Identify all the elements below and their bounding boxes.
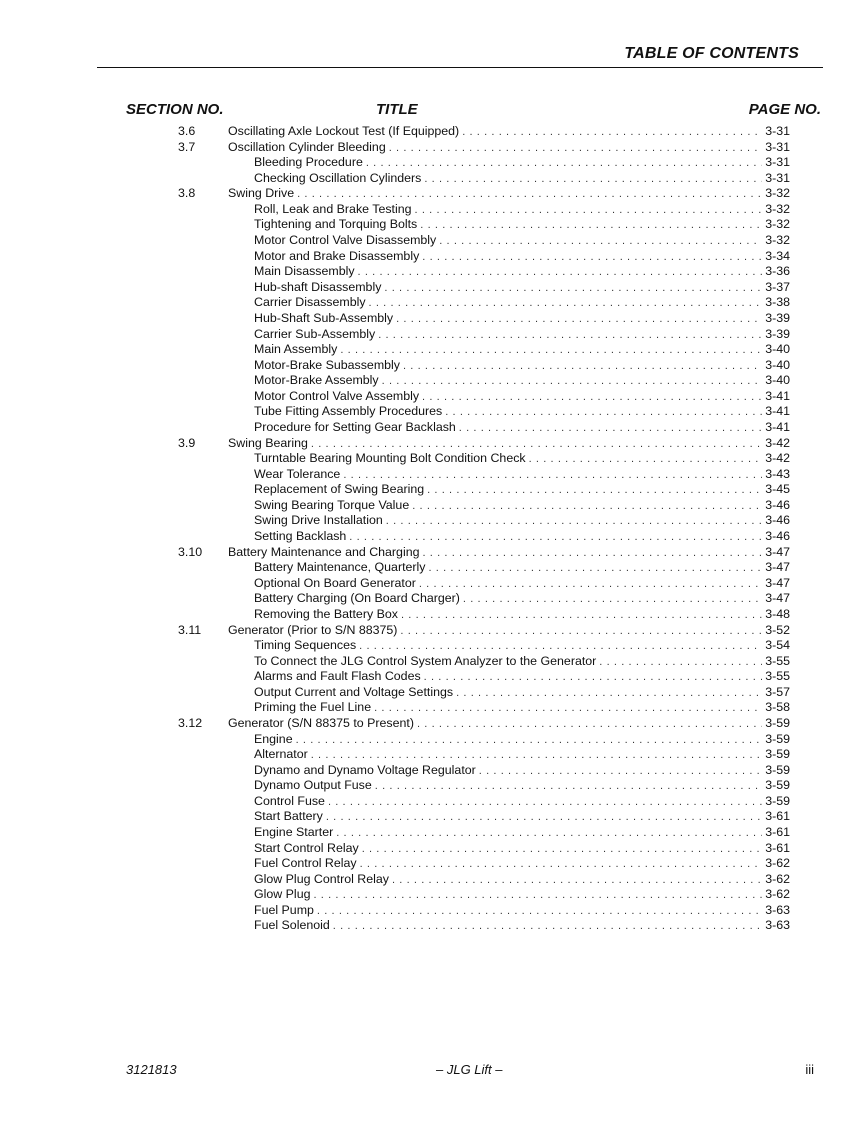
- page-title: TABLE OF CONTENTS: [624, 45, 799, 62]
- entry-page-number[interactable]: 3-55: [765, 669, 790, 684]
- toc-row[interactable]: [0, 233, 866, 249]
- toc-row[interactable]: [0, 794, 866, 810]
- entry-page-number[interactable]: 3-61: [765, 825, 790, 840]
- entry-page-number[interactable]: 3-42: [765, 435, 790, 450]
- toc-row[interactable]: [0, 358, 866, 374]
- toc-row[interactable]: [0, 872, 866, 888]
- dot-leader: [389, 141, 762, 157]
- toc-row[interactable]: [0, 732, 866, 748]
- toc-entry[interactable]: [254, 280, 790, 297]
- dot-leader: [369, 296, 763, 312]
- toc-row[interactable]: [0, 607, 866, 623]
- entry-page-number[interactable]: 3-31: [765, 139, 790, 154]
- dot-leader: [297, 187, 762, 203]
- entry-page-number[interactable]: 3-39: [765, 310, 790, 325]
- toc-entry[interactable]: [254, 295, 790, 312]
- entry-page-number[interactable]: 3-32: [765, 233, 790, 248]
- toc-row[interactable]: [0, 451, 866, 467]
- toc-row[interactable]: [0, 420, 866, 436]
- toc-entry[interactable]: [254, 249, 790, 266]
- toc-entry[interactable]: [254, 654, 790, 671]
- entry-title[interactable]: Motor Control Valve Disassembly: [254, 233, 437, 248]
- toc-entry[interactable]: [254, 389, 790, 406]
- toc-row[interactable]: [0, 669, 866, 685]
- entry-title[interactable]: Fuel Pump: [254, 902, 314, 917]
- entry-title[interactable]: To Connect the JLG Control System Analyzer to the Generator: [254, 653, 597, 668]
- entry-title[interactable]: Main Disassembly: [254, 264, 355, 279]
- toc-row[interactable]: [0, 124, 866, 140]
- toc-row[interactable]: [0, 264, 866, 280]
- toc-row[interactable]: [0, 513, 866, 529]
- entry-title[interactable]: Start Control Relay: [254, 840, 359, 855]
- document-number: 3121813: [126, 1062, 177, 1077]
- toc-entry[interactable]: [254, 202, 790, 219]
- toc-entry[interactable]: [254, 778, 790, 795]
- entry-page-number[interactable]: 3-40: [765, 357, 790, 372]
- entry-title[interactable]: Turntable Bearing Mounting Bolt Condition Check: [254, 451, 526, 466]
- entry-page-number[interactable]: 3-40: [765, 373, 790, 388]
- toc-entry[interactable]: [254, 856, 790, 873]
- entry-title[interactable]: Battery Maintenance and Charging: [228, 544, 420, 559]
- entry-page-number[interactable]: 3-47: [765, 591, 790, 606]
- entry-page-number[interactable]: 3-47: [765, 560, 790, 575]
- toc-row[interactable]: [0, 545, 866, 561]
- entry-page-number[interactable]: 3-42: [765, 451, 790, 466]
- toc-row[interactable]: [0, 809, 866, 825]
- dot-leader: [311, 437, 762, 453]
- dot-leader: [392, 873, 762, 889]
- dot-leader: [456, 686, 762, 702]
- entry-title[interactable]: Swing Bearing: [228, 435, 308, 450]
- entry-page-number[interactable]: 3-34: [765, 248, 790, 263]
- toc-entry[interactable]: [228, 140, 790, 157]
- toc-row[interactable]: [0, 389, 866, 405]
- entry-title[interactable]: Start Battery: [254, 809, 323, 824]
- toc-entry[interactable]: [254, 498, 790, 515]
- toc-entry[interactable]: [254, 825, 790, 842]
- section-number: 3.12: [178, 715, 203, 730]
- toc-row[interactable]: [0, 373, 866, 389]
- dot-leader: [439, 234, 762, 250]
- toc-row[interactable]: [0, 202, 866, 218]
- dot-leader: [415, 203, 763, 219]
- entry-title[interactable]: Motor and Brake Disassembly: [254, 248, 420, 263]
- toc-row[interactable]: [0, 654, 866, 670]
- toc-entry[interactable]: [254, 373, 790, 390]
- toc-entry[interactable]: [254, 638, 790, 655]
- toc-entry[interactable]: [254, 576, 790, 593]
- dot-leader: [424, 172, 762, 188]
- section-number: 3.6: [178, 124, 196, 138]
- toc-row[interactable]: [0, 171, 866, 187]
- dot-leader: [529, 452, 763, 468]
- dot-leader: [366, 156, 762, 172]
- toc-entry[interactable]: [228, 545, 790, 562]
- toc-row[interactable]: [0, 404, 866, 420]
- entry-page-number[interactable]: 3-41: [765, 419, 790, 434]
- dot-leader: [296, 733, 763, 749]
- entry-title[interactable]: Generator (S/N 88375 to Present): [228, 715, 414, 730]
- entry-page-number[interactable]: 3-57: [765, 684, 790, 699]
- entry-page-number[interactable]: 3-32: [765, 217, 790, 232]
- toc-entry[interactable]: [254, 420, 790, 437]
- dot-leader: [445, 405, 762, 421]
- entry-title[interactable]: Roll, Leak and Brake Testing: [254, 201, 412, 216]
- toc-row[interactable]: [0, 327, 866, 343]
- dot-leader: [386, 514, 762, 530]
- entry-title[interactable]: Swing Drive: [228, 186, 295, 201]
- entry-title[interactable]: Alarms and Fault Flash Codes: [254, 669, 421, 684]
- toc-row[interactable]: [0, 560, 866, 576]
- toc-list: [0, 124, 866, 934]
- entry-title[interactable]: Carrier Sub-Assembly: [254, 326, 376, 341]
- entry-page-number[interactable]: 3-37: [765, 279, 790, 294]
- dot-leader: [359, 639, 762, 655]
- toc-row[interactable]: [0, 482, 866, 498]
- entry-page-number[interactable]: 3-59: [765, 715, 790, 730]
- toc-entry[interactable]: [228, 436, 790, 453]
- entry-title[interactable]: Engine Starter: [254, 825, 334, 840]
- toc-entry[interactable]: [254, 358, 790, 375]
- page-number: iii: [805, 1062, 814, 1077]
- dot-leader: [427, 483, 762, 499]
- toc-entry[interactable]: [254, 591, 790, 608]
- dot-leader: [362, 842, 763, 858]
- entry-page-number[interactable]: 3-41: [765, 404, 790, 419]
- section-number: 3.7: [178, 139, 196, 154]
- entry-title[interactable]: Oscillating Axle Lockout Test (If Equipped): [228, 124, 460, 138]
- toc-entry[interactable]: [254, 763, 790, 780]
- entry-title[interactable]: Checking Oscillation Cylinders: [254, 170, 422, 185]
- title-column-heading: TITLE: [376, 101, 418, 118]
- toc-row[interactable]: [0, 436, 866, 452]
- entry-title[interactable]: Fuel Control Relay: [254, 856, 357, 871]
- section-number: 3.11: [178, 622, 202, 637]
- toc-row[interactable]: [0, 155, 866, 171]
- toc-row[interactable]: [0, 576, 866, 592]
- entry-page-number[interactable]: 3-31: [765, 124, 790, 138]
- entry-title[interactable]: Alternator: [254, 747, 308, 762]
- toc-row[interactable]: [0, 623, 866, 639]
- toc-entry[interactable]: [254, 404, 790, 421]
- toc-entry[interactable]: [228, 124, 790, 141]
- toc-entry[interactable]: [254, 669, 790, 686]
- entry-title[interactable]: Motor-Brake Assembly: [254, 373, 379, 388]
- toc-entry[interactable]: [254, 264, 790, 281]
- toc-row[interactable]: [0, 217, 866, 233]
- entry-title[interactable]: Oscillation Cylinder Bleeding: [228, 139, 386, 154]
- dot-leader: [382, 374, 763, 390]
- dot-leader: [462, 125, 762, 141]
- entry-page-number[interactable]: 3-38: [765, 295, 790, 310]
- entry-page-number[interactable]: 3-39: [765, 326, 790, 341]
- toc-entry[interactable]: [254, 217, 790, 234]
- dot-leader: [313, 888, 762, 904]
- toc-row[interactable]: [0, 763, 866, 779]
- entry-title[interactable]: Setting Backlash: [254, 529, 347, 544]
- dot-leader: [417, 717, 762, 733]
- dot-leader: [326, 810, 762, 826]
- entry-page-number[interactable]: 3-48: [765, 606, 790, 621]
- header-divider: [97, 67, 823, 68]
- dot-leader: [360, 857, 763, 873]
- entry-page-number[interactable]: 3-62: [765, 887, 790, 902]
- entry-title[interactable]: Carrier Disassembly: [254, 295, 366, 310]
- toc-row[interactable]: [0, 685, 866, 701]
- section-column-heading: SECTION NO.: [126, 101, 224, 118]
- entry-page-number[interactable]: 3-62: [765, 871, 790, 886]
- entry-title[interactable]: Generator (Prior to S/N 88375): [228, 622, 398, 637]
- dot-leader: [328, 795, 762, 811]
- entry-title[interactable]: Main Assembly: [254, 342, 338, 357]
- toc-entry[interactable]: [254, 529, 790, 546]
- toc-row[interactable]: [0, 700, 866, 716]
- entry-page-number[interactable]: 3-58: [765, 700, 790, 715]
- toc-entry[interactable]: [254, 887, 790, 904]
- dot-leader: [422, 250, 762, 266]
- toc-entry[interactable]: [254, 482, 790, 499]
- dot-leader: [378, 328, 762, 344]
- entry-page-number[interactable]: 3-31: [765, 170, 790, 185]
- dot-leader: [396, 312, 762, 328]
- toc-entry[interactable]: [254, 747, 790, 764]
- entry-page-number[interactable]: 3-61: [765, 809, 790, 824]
- dot-leader: [403, 359, 762, 375]
- entry-title[interactable]: Control Fuse: [254, 793, 325, 808]
- dot-leader: [349, 530, 762, 546]
- toc-row[interactable]: [0, 280, 866, 296]
- entry-title[interactable]: Engine: [254, 731, 293, 746]
- toc-row[interactable]: [0, 498, 866, 514]
- entry-page-number[interactable]: 3-32: [765, 201, 790, 216]
- entry-title[interactable]: Bleeding Procedure: [254, 155, 363, 170]
- entry-title[interactable]: Glow Plug: [254, 887, 311, 902]
- toc-entry[interactable]: [254, 233, 790, 250]
- toc-entry[interactable]: [254, 342, 790, 359]
- dot-leader: [400, 624, 762, 640]
- toc-entry[interactable]: [254, 700, 790, 717]
- entry-title[interactable]: Procedure for Setting Gear Backlash: [254, 419, 456, 434]
- toc-row[interactable]: [0, 186, 866, 202]
- toc-entry[interactable]: [254, 841, 790, 858]
- toc-entry[interactable]: [254, 171, 790, 188]
- dot-leader: [375, 779, 762, 795]
- entry-page-number[interactable]: 3-43: [765, 466, 790, 481]
- section-number: 3.8: [178, 186, 196, 201]
- dot-leader: [374, 701, 762, 717]
- dot-leader: [340, 343, 762, 359]
- toc-entry[interactable]: [254, 918, 790, 935]
- entry-page-number[interactable]: 3-45: [765, 482, 790, 497]
- entry-page-number[interactable]: 3-46: [765, 513, 790, 528]
- toc-row[interactable]: [0, 716, 866, 732]
- dot-leader: [420, 218, 762, 234]
- toc-row[interactable]: [0, 591, 866, 607]
- entry-page-number[interactable]: 3-46: [765, 529, 790, 544]
- entry-page-number[interactable]: 3-59: [765, 778, 790, 793]
- entry-page-number[interactable]: 3-46: [765, 497, 790, 512]
- entry-page-number[interactable]: 3-62: [765, 856, 790, 871]
- entry-title[interactable]: Tube Fitting Assembly Procedures: [254, 404, 443, 419]
- entry-title[interactable]: Timing Sequences: [254, 638, 357, 653]
- toc-entry[interactable]: [228, 186, 790, 203]
- dot-leader: [358, 265, 763, 281]
- entry-page-number[interactable]: 3-55: [765, 653, 790, 668]
- section-number: 3.9: [178, 435, 196, 450]
- entry-title[interactable]: Priming the Fuel Line: [254, 700, 372, 715]
- entry-page-number[interactable]: 3-59: [765, 731, 790, 746]
- dot-leader: [401, 608, 762, 624]
- dot-leader: [384, 281, 762, 297]
- toc-row[interactable]: [0, 311, 866, 327]
- entry-page-number[interactable]: 3-47: [765, 575, 790, 590]
- toc-entry[interactable]: [254, 467, 790, 484]
- toc-entry[interactable]: [254, 155, 790, 172]
- dot-leader: [424, 670, 763, 686]
- dot-leader: [599, 655, 762, 671]
- entry-title[interactable]: Replacement of Swing Bearing: [254, 482, 425, 497]
- toc-row[interactable]: [0, 249, 866, 265]
- toc-row[interactable]: [0, 887, 866, 903]
- dot-leader: [463, 592, 762, 608]
- dot-leader: [423, 546, 763, 562]
- entry-title[interactable]: Motor Control Valve Assembly: [254, 388, 420, 403]
- toc-entry[interactable]: [254, 451, 790, 468]
- dot-leader: [429, 561, 763, 577]
- dot-leader: [343, 468, 762, 484]
- entry-title[interactable]: Removing the Battery Box: [254, 606, 398, 621]
- dot-leader: [317, 904, 762, 920]
- toc-row[interactable]: [0, 841, 866, 857]
- toc-row[interactable]: [0, 856, 866, 872]
- toc-row[interactable]: [0, 747, 866, 763]
- dot-leader: [412, 499, 762, 515]
- toc-row[interactable]: [0, 918, 866, 934]
- toc-entry[interactable]: [254, 685, 790, 702]
- toc-entry[interactable]: [254, 732, 790, 749]
- toc-row[interactable]: [0, 140, 866, 156]
- entry-title[interactable]: Tightening and Torquing Bolts: [254, 217, 418, 232]
- entry-title[interactable]: Battery Charging (On Board Charger): [254, 591, 460, 606]
- toc-entry[interactable]: [254, 809, 790, 826]
- entry-page-number[interactable]: 3-40: [765, 342, 790, 357]
- entry-page-number[interactable]: 3-41: [765, 388, 790, 403]
- entry-title[interactable]: Dynamo Output Fuse: [254, 778, 372, 793]
- entry-page-number[interactable]: 3-59: [765, 793, 790, 808]
- entry-title[interactable]: Swing Drive Installation: [254, 513, 383, 528]
- page-column-heading: PAGE NO.: [748, 101, 821, 118]
- toc-entry[interactable]: [254, 903, 790, 920]
- entry-title[interactable]: Optional On Board Generator: [254, 575, 416, 590]
- entry-page-number[interactable]: 3-54: [765, 638, 790, 653]
- toc-row[interactable]: [0, 778, 866, 794]
- entry-page-number[interactable]: 3-32: [765, 186, 790, 201]
- entry-page-number[interactable]: 3-61: [765, 840, 790, 855]
- toc-row[interactable]: [0, 903, 866, 919]
- entry-page-number[interactable]: 3-36: [765, 264, 790, 279]
- dot-leader: [459, 421, 762, 437]
- toc-row[interactable]: [0, 467, 866, 483]
- dot-leader: [336, 826, 762, 842]
- entry-title[interactable]: Output Current and Voltage Settings: [254, 684, 454, 699]
- entry-title[interactable]: Battery Maintenance, Quarterly: [254, 560, 426, 575]
- entry-page-number[interactable]: 3-63: [765, 902, 790, 917]
- entry-page-number[interactable]: 3-31: [765, 155, 790, 170]
- toc-entry[interactable]: [254, 794, 790, 811]
- toc-row[interactable]: [0, 825, 866, 841]
- entry-title[interactable]: Swing Bearing Torque Value: [254, 497, 410, 512]
- dot-leader: [419, 577, 762, 593]
- entry-title[interactable]: Motor-Brake Subassembly: [254, 357, 400, 372]
- entry-title[interactable]: Dynamo and Dynamo Voltage Regulator: [254, 762, 476, 777]
- toc-entry[interactable]: [254, 311, 790, 328]
- entry-title[interactable]: Hub-shaft Disassembly: [254, 279, 382, 294]
- entry-title[interactable]: Hub-Shaft Sub-Assembly: [254, 310, 394, 325]
- toc-entry[interactable]: [228, 716, 790, 733]
- entry-title[interactable]: Fuel Solenoid: [254, 918, 330, 933]
- entry-page-number[interactable]: 3-63: [765, 918, 790, 933]
- toc-entry[interactable]: [254, 327, 790, 344]
- entry-page-number[interactable]: 3-52: [765, 622, 790, 637]
- toc-row[interactable]: [0, 295, 866, 311]
- toc-entry[interactable]: [228, 623, 790, 640]
- entry-page-number[interactable]: 3-59: [765, 762, 790, 777]
- entry-page-number[interactable]: 3-47: [765, 544, 790, 559]
- toc-row[interactable]: [0, 638, 866, 654]
- toc-entry[interactable]: [254, 872, 790, 889]
- toc-row[interactable]: [0, 342, 866, 358]
- dot-leader: [479, 764, 762, 780]
- dot-leader: [311, 748, 762, 764]
- dot-leader: [333, 919, 762, 935]
- toc-entry[interactable]: [254, 607, 790, 624]
- dot-leader: [422, 390, 762, 406]
- toc-row[interactable]: [0, 529, 866, 545]
- toc-entry[interactable]: [254, 560, 790, 577]
- footer-brand: – JLG Lift –: [436, 1062, 503, 1077]
- toc-entry[interactable]: [254, 513, 790, 530]
- section-number: 3.10: [178, 544, 203, 559]
- entry-title[interactable]: Wear Tolerance: [254, 466, 341, 481]
- entry-title[interactable]: Glow Plug Control Relay: [254, 871, 389, 886]
- entry-page-number[interactable]: 3-59: [765, 747, 790, 762]
